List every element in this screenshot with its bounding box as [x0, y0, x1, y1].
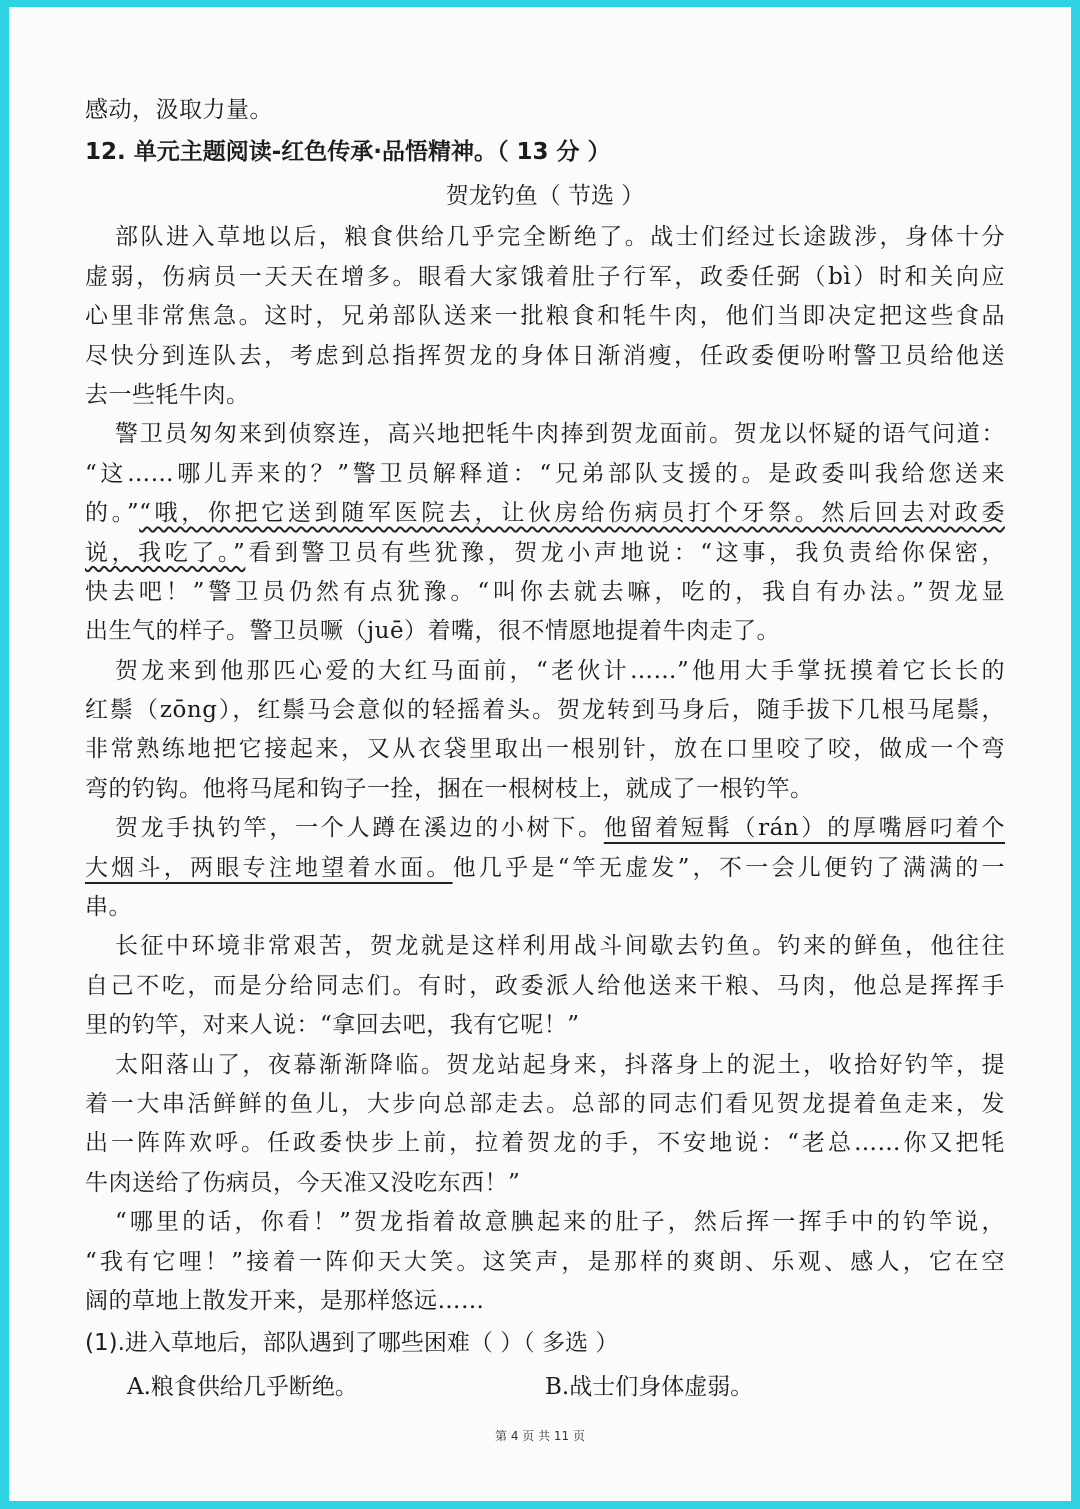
paragraph-2 [85, 415, 1005, 651]
intro-line: 感动，汲取力量。 [85, 97, 273, 123]
exam-page [9, 7, 1071, 1501]
passage-text: 的。” [85, 500, 140, 527]
paragraph-1 [85, 218, 1005, 415]
underlined-text: 大烟斗，两眼专注地望着水面。 [85, 854, 453, 881]
paragraph-4 [85, 809, 1005, 927]
question-1-options [85, 1365, 1005, 1409]
passage-line: 自己不吃，而是分给同志们。有时，政委派人给他送来干粮、马肉，他总是挥挥手 [85, 972, 1005, 999]
passage-line: 长征中环境非常艰苦，贺龙就是这样利用战斗间歇去钓鱼。钓来的鲜鱼，他往往 [115, 933, 1005, 960]
paragraph-6 [85, 1046, 1005, 1204]
passage-line: 虚弱，伤病员一天天在增多。眼看大家饿着肚子行军，政委任弼（bì）时和关向应 [85, 263, 1005, 290]
option-a: A.粮食供给几乎断绝。 [127, 1374, 358, 1401]
passage-title: 贺龙钓鱼（ 节选 ） [445, 183, 645, 210]
passage-line: 红鬃（zōng），红鬃马会意似的轻摇着头。贺龙转到马身后，随手拔下几根马尾鬃， [85, 697, 1005, 724]
passage-line [85, 494, 1005, 533]
passage-line: 快去吧！”警卫员仍然有点犹豫。“叫你去就去嘛，吃的，我自有办法。”贺龙显 [85, 578, 1005, 605]
page-footer: 第 4 页 共 11 页 [495, 1429, 585, 1443]
paragraph-7 [85, 1203, 1005, 1321]
passage-line [85, 809, 1005, 848]
question-heading: 12. 单元主题阅读-红色传承·品悟精神。（ 13 分 ） [85, 139, 611, 166]
passage-line: 串。 [85, 894, 132, 921]
passage-line: 出一阵阵欢呼。任政委快步上前，拉着贺龙的手，不安地说：“老总……你又把牦 [85, 1130, 1005, 1157]
passage-line: “这……哪儿弄来的？”警卫员解释道：“兄弟部队支援的。是政委叫我给您送来 [85, 460, 1005, 487]
passage-line: 非常熟练地把它接起来，又从衣袋里取出一根别针，放在口里咬了咬，做成一个弯 [85, 736, 1005, 763]
wavy-underlined-text: 说，我吃了。” [85, 539, 246, 566]
passage-line: 心里非常焦急。这时，兄弟部队送来一批粮食和牦牛肉，他们当即决定把这些食品 [85, 303, 1005, 330]
paragraph-5 [85, 927, 1005, 1045]
wavy-underlined-text: “哦，你把它送到随军医院去，让伙房给伤病员打个牙祭。然后回去对政委 [139, 500, 1005, 527]
passage-line: 警卫员匆匆来到侦察连，高兴地把牦牛肉捧到贺龙面前。贺龙以怀疑的语气问道： [115, 421, 1005, 448]
passage-line: 里的钓竿，对来人说：“拿回去吧，我有它呢！” [85, 1012, 580, 1039]
passage-line [85, 849, 1005, 888]
passage-line: 太阳落山了，夜幕渐渐降临。贺龙站起身来，抖落身上的泥土，收拾好钓竿，提 [115, 1051, 1005, 1078]
passage-text: 他几乎是“竿无虚发”，不一会儿便钓了满满的一 [452, 854, 1005, 881]
passage-line: 尽快分到连队去，考虑到总指挥贺龙的身体日渐消瘦，任政委便吩咐警卫员给他送 [85, 342, 1005, 369]
paragraph-3 [85, 652, 1005, 810]
passage-text: 看到警卫员有些犹豫，贺龙小声地说：“这事，我负责给你保密， [245, 539, 1005, 566]
passage-line [85, 534, 1005, 573]
passage-line: 弯的钓钩。他将马尾和钩子一拴，捆在一根树枝上，就成了一根钓竿。 [85, 775, 814, 802]
passage-text: 贺龙手执钓竿，一个人蹲在溪边的小树下。 [115, 815, 604, 842]
option-b: B.战士们身体虚弱。 [545, 1374, 754, 1401]
passage-line: 着一大串活鲜鲜的鱼儿，大步向总部走去。总部的同志们看见贺龙提着鱼走来，发 [85, 1090, 1005, 1117]
question-1-text: (1).进入草地后，部队遇到了哪些困难（ ）（ 多选 ） [85, 1330, 619, 1357]
passage-line: 部队进入草地以后，粮食供给几乎完全断绝了。战士们经过长途跋涉，身体十分 [115, 224, 1005, 251]
underlined-text: 他留着短髯（rán）的厚嘴唇叼着个 [603, 815, 1005, 842]
passage-line: 阔的草地上散发开来，是那样悠远…… [85, 1287, 485, 1314]
passage-line: “我有它哩！”接着一阵仰天大笑。这笑声，是那样的爽朗、乐观、感人，它在空 [85, 1248, 1005, 1275]
passage-line: “哪里的话，你看！”贺龙指着故意腆起来的肚子，然后挥一挥手中的钓竿说， [115, 1209, 1005, 1236]
passage-line: 出生气的样子。警卫员噘（juē）着嘴，很不情愿地提着牛肉走了。 [85, 618, 781, 645]
passage-line: 去一些牦牛肉。 [85, 381, 250, 408]
passage-line: 牛肉送给了伤病员，今天准又没吃东西！” [85, 1169, 521, 1196]
page-content [85, 91, 1005, 1409]
passage-line: 贺龙来到他那匹心爱的大红马面前，“老伙计……”他用大手掌抚摸着它长长的 [115, 657, 1005, 684]
